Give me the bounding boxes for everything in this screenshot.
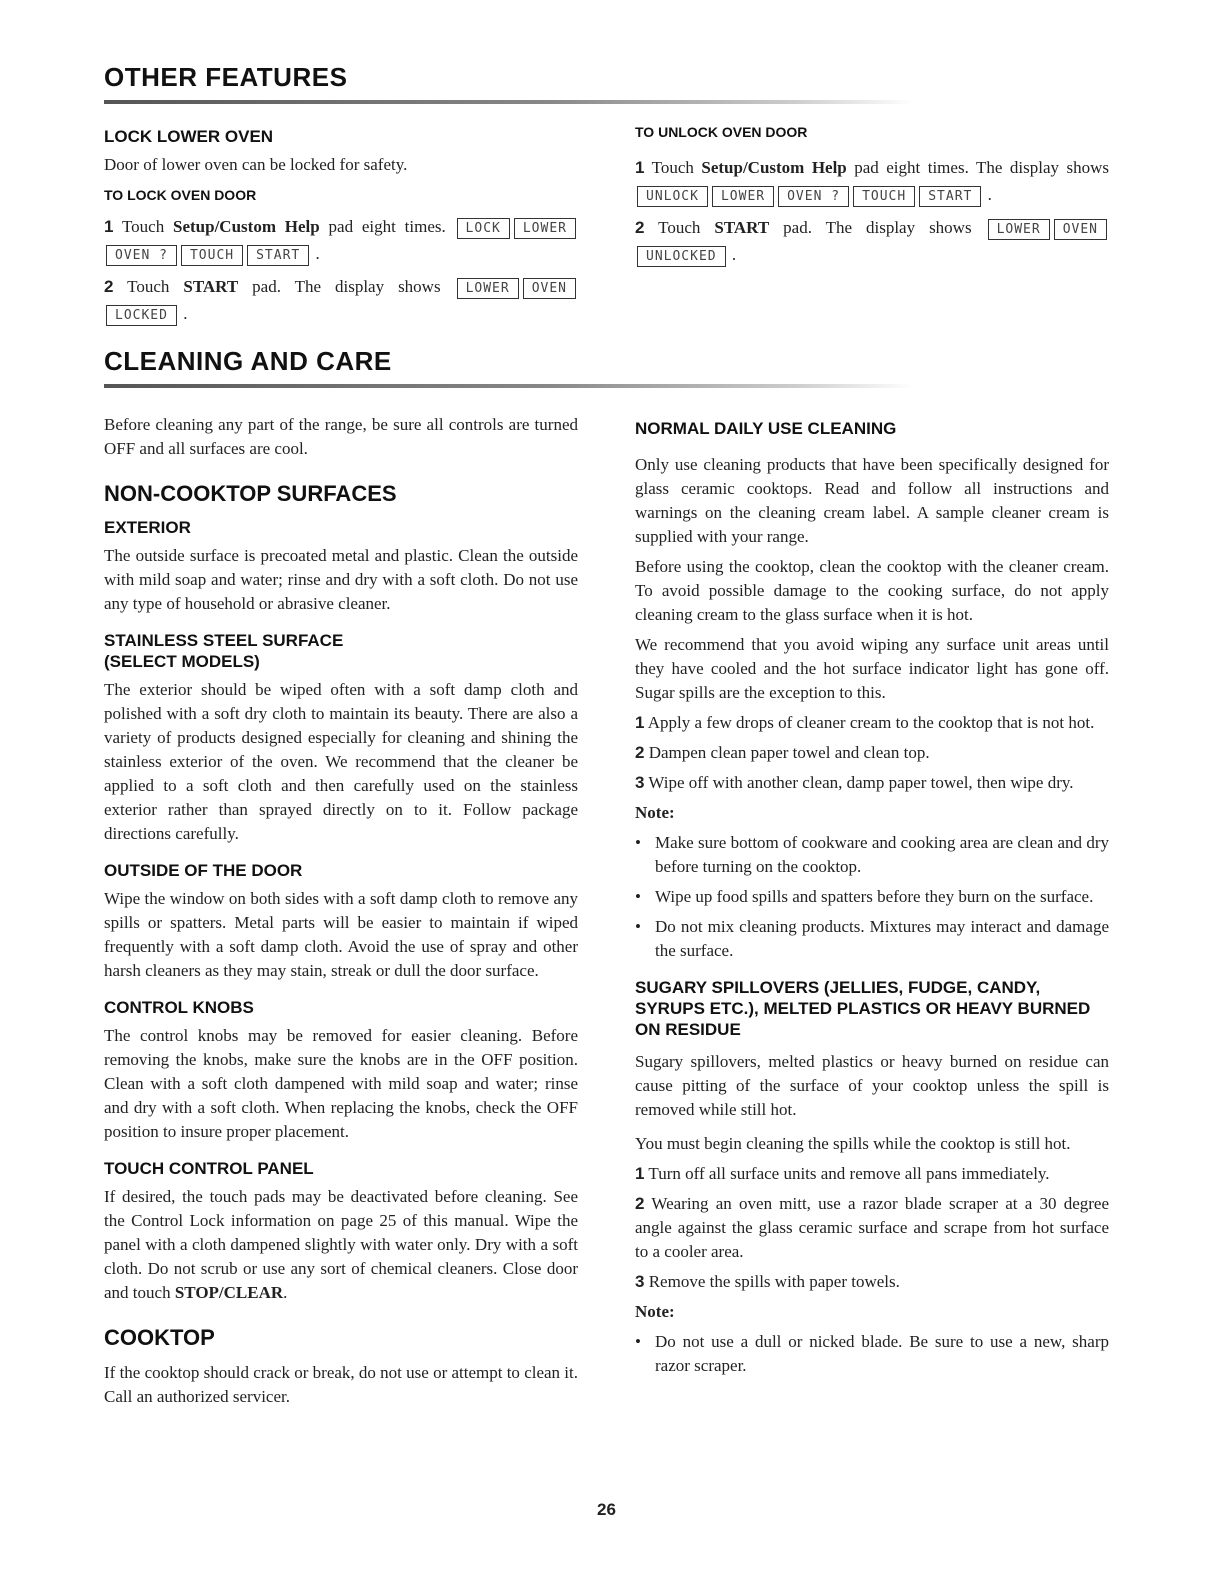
step-text: Touch (127, 277, 184, 296)
section-title-other-features: OTHER FEATURES (104, 62, 348, 92)
step-number: 3 (635, 773, 645, 792)
display-readout: TOUCH (853, 186, 915, 207)
step-text: Touch (121, 217, 174, 236)
note-item: • Wipe up food spills and spatters before they burn on the surface. (635, 885, 1109, 909)
display-readout: LOWER (514, 218, 576, 239)
door-text: Wipe the window on both sides with a soft damp cloth to remove any spills or spatters. Metal parts will be easier to maintain if wiped frequently with a soft damp cloth. Avoid the use of spray and other harsh cleaners as they may stain, streak or dull the door surface. (104, 889, 578, 980)
cleaning-right-column (635, 418, 1109, 1378)
step-text: pad. The display shows (238, 277, 441, 296)
step-number: 2 (635, 1194, 645, 1213)
step-text: Touch (651, 158, 702, 177)
sugary-step (635, 1270, 1109, 1294)
step-bold: START (714, 218, 770, 237)
daily-heading: NORMAL DAILY USE CLEANING (635, 419, 897, 438)
step-text: pad. The display shows (769, 218, 972, 237)
step-number: 1 (635, 158, 645, 177)
step-text: Dampen clean paper towel and clean top. (648, 743, 930, 762)
step-number: 1 (635, 713, 645, 732)
daily-step (635, 741, 1109, 765)
display-readout: LOCK (457, 218, 510, 239)
display-readout: LOWER (457, 278, 519, 299)
display-readout: OVEN ? (778, 186, 849, 207)
daily-step (635, 711, 1109, 735)
stainless-heading (104, 630, 578, 672)
lock-lower-oven-heading: LOCK LOWER OVEN (104, 127, 274, 146)
display-readout: OVEN (1054, 219, 1107, 240)
cooktop-heading: COOKTOP (104, 1325, 215, 1350)
panel-heading: TOUCH CONTROL PANEL (104, 1159, 314, 1178)
section-title-cleaning: CLEANING AND CARE (104, 346, 392, 376)
step-text: Turn off all surface units and remove all pans immediately. (648, 1164, 1050, 1183)
sugary-paragraph: You must begin cleaning the spills while the cooktop is still hot. (635, 1134, 1071, 1153)
step-text: pad eight times. The display shows (846, 158, 1109, 177)
step-bold: START (183, 277, 239, 296)
panel-text-body: If desired, the touch pads may be deactivated before cleaning. See the Control Lock information on page 25 of this manual. Wipe the panel with a cloth dampened slightly with water only. Dry with a soft cloth. Do not scrub or use any sort of chemical cleaners. Close door and touch (104, 1187, 578, 1302)
panel-text-bold: STOP/CLEAR (174, 1283, 284, 1302)
sugary-notes-list (635, 1330, 1109, 1378)
cleaning-left-column (104, 413, 578, 1409)
section-rule (104, 384, 914, 388)
lock-step-2: 2 Touch START pad. The display shows LOWER OVENLOCKED . (104, 273, 578, 327)
panel-text-end: . (283, 1283, 288, 1302)
knobs-heading: CONTROL KNOBS (104, 998, 254, 1017)
sugary-step (635, 1192, 1109, 1264)
non-cooktop-heading: NON-COOKTOP SURFACES (104, 481, 397, 506)
panel-text (104, 1185, 578, 1305)
unlock-subheading: TO UNLOCK OVEN DOOR (635, 124, 808, 140)
step-text: Wipe off with another clean, damp paper towel, then wipe dry. (648, 773, 1074, 792)
daily-step (635, 771, 1109, 795)
step-text: Wearing an oven mitt, use a razor blade scraper at a 30 degree angle against the glass ceramic surface and scrape from hot surface to a cooler area. (635, 1194, 1109, 1261)
step-bold: Setup/Custom Help (701, 158, 847, 177)
exterior-heading: EXTERIOR (104, 518, 191, 537)
daily-paragraph: Only use cleaning products that have been specifically designed for glass ceramic cooktops. Read and follow all instructions and warnings on the cleaning cream label. A sample cleaner cream is supplied with your range. (635, 455, 1109, 546)
stainless-heading-line: (SELECT MODELS) (104, 652, 260, 671)
sugary-step (635, 1162, 1109, 1186)
daily-paragraph: Before using the cooktop, clean the cooktop with the cleaner cream. To avoid possible damage to the cooking surface, do not apply cleaning cream to the glass surface when it is hot. (635, 557, 1109, 624)
note-label-text: Note: (635, 803, 675, 822)
sugary-heading: SUGARY SPILLOVERS (JELLIES, FUDGE, CANDY, SYRUPS ETC.), MELTED PLASTICS OR HEAVY BURNED ON RESIDUE (635, 978, 1091, 1039)
lock-lower-oven-column (104, 126, 578, 327)
display-readout: OVEN ? (106, 245, 177, 266)
daily-paragraph: We recommend that you avoid wiping any surface unit areas until they have cooled and the hot surface indicator light has gone off. Sugar spills are the exception to this. (635, 635, 1109, 702)
step-text: pad eight times. (319, 217, 446, 236)
step-number: 3 (635, 1272, 645, 1291)
door-heading: OUTSIDE OF THE DOOR (104, 861, 303, 880)
display-readout: START (919, 186, 981, 207)
step-bold: Setup/Custom Help (173, 217, 320, 236)
stainless-heading-line: STAINLESS STEEL SURFACE (104, 631, 344, 650)
knobs-text: The control knobs may be removed for easier cleaning. Before removing the knobs, make sure the knobs are in the OFF position. Clean with a soft cloth dampened with mild soap and water; rinse and dry with a soft cloth. When replacing the knobs, check the OFF position to insure proper placement. (104, 1026, 578, 1141)
step-text: Remove the spills with paper towels. (648, 1272, 900, 1291)
display-readout: OVEN (523, 278, 576, 299)
note-label (635, 801, 1109, 825)
note-item: • Make sure bottom of cookware and cooking area are clean and dry before turning on the cooktop. (635, 831, 1109, 879)
cleaning-intro: Before cleaning any part of the range, be sure all controls are turned OFF and all surfaces are cool. (104, 415, 578, 458)
step-number: 1 (635, 1164, 645, 1183)
step-number: 2 (104, 277, 114, 296)
step-text: Touch (658, 218, 715, 237)
stainless-text: The exterior should be wiped often with a soft damp cloth and polished with a soft dry cloth to maintain its beauty. There are also a variety of products designed especially for cleaning and shining the stainless exterior of the oven. We recommend that the cleaner be applied to a soft cloth and then carefully used on the stainless exterior rather than sprayed directly on to it. Follow package directions carefully. (104, 680, 578, 843)
lock-intro: Door of lower oven can be locked for safety. (104, 155, 408, 174)
section-rule (104, 100, 914, 104)
lock-subheading: TO LOCK OVEN DOOR (104, 187, 257, 203)
display-readout: UNLOCKED (637, 246, 726, 267)
cooktop-text: If the cooktop should crack or break, do not use or attempt to clean it. Call an authorized servicer. (104, 1363, 578, 1406)
display-readout: LOCKED (106, 305, 177, 326)
step-number: 1 (104, 217, 114, 236)
display-readout: LOWER (988, 219, 1050, 240)
sugary-paragraph: Sugary spillovers, melted plastics or heavy burned on residue can cause pitting of the surface of your cooktop unless the spill is removed while still hot. (635, 1052, 1109, 1119)
step-text: Apply a few drops of cleaner cream to the cooktop that is not hot. (647, 713, 1095, 732)
step-number: 2 (635, 218, 645, 237)
note-item: • Do not use a dull or nicked blade. Be sure to use a new, sharp razor scraper. (635, 1330, 1109, 1378)
display-readout: TOUCH (181, 245, 243, 266)
exterior-text: The outside surface is precoated metal and plastic. Clean the outside with mild soap and water; rinse and dry with a soft cloth. Do not use any type of household or abrasive cleaner. (104, 546, 578, 613)
display-readout: START (247, 245, 309, 266)
daily-notes-list (635, 831, 1109, 963)
note-label (635, 1300, 1109, 1324)
note-label-text: Note: (635, 1302, 675, 1321)
note-item: • Do not mix cleaning products. Mixtures may interact and damage the surface. (635, 915, 1109, 963)
lock-step-1: 1 Touch Setup/Custom Help pad eight times. LOCK LOWEROVEN ? TOUCH START . (104, 213, 578, 267)
unlock-column (635, 124, 1109, 268)
page-number: 26 (597, 1500, 616, 1519)
display-readout: LOWER (712, 186, 774, 207)
step-number: 2 (635, 743, 645, 762)
unlock-step-1: 1 Touch Setup/Custom Help pad eight times. The display shows UNLOCK LOWER OVEN ? TOUCH START . (635, 154, 1109, 208)
unlock-step-2: 2 Touch START pad. The display shows LOWER OVENUNLOCKED . (635, 214, 1109, 268)
display-readout: UNLOCK (637, 186, 708, 207)
